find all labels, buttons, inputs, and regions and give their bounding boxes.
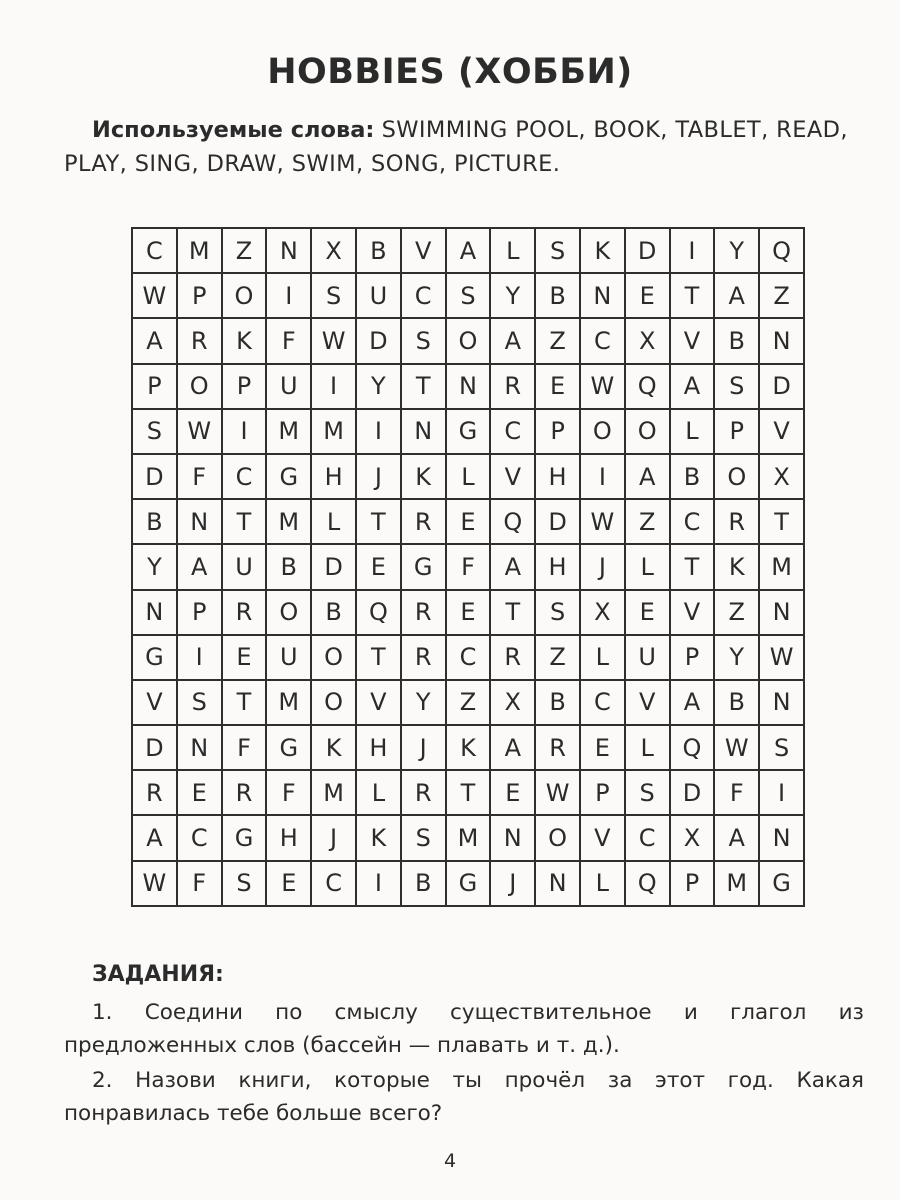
grid-cell: R: [491, 365, 536, 410]
grid-cell: M: [447, 816, 492, 861]
grid-cell: S: [133, 410, 178, 455]
grid-cell: P: [178, 274, 223, 319]
grid-cell: K: [581, 229, 626, 274]
grid-cell: R: [536, 726, 581, 771]
grid-cell: J: [402, 726, 447, 771]
grid-cell: C: [178, 816, 223, 861]
grid-cell: Q: [760, 229, 805, 274]
grid-cell: F: [447, 545, 492, 590]
grid-cell: N: [447, 365, 492, 410]
grid-cell: O: [223, 274, 268, 319]
grid-cell: J: [312, 816, 357, 861]
grid-cell: L: [626, 726, 671, 771]
grid-cell: N: [760, 681, 805, 726]
grid-cell: H: [536, 545, 581, 590]
grid-cell: E: [447, 591, 492, 636]
grid-cell: O: [626, 410, 671, 455]
grid-cell: B: [357, 229, 402, 274]
grid-cell: A: [447, 229, 492, 274]
grid-cell: A: [671, 365, 716, 410]
grid-cell: G: [447, 410, 492, 455]
grid-cell: C: [133, 229, 178, 274]
grid-cell: O: [536, 816, 581, 861]
grid-cell: S: [536, 229, 581, 274]
grid-cell: I: [357, 410, 402, 455]
grid-cell: R: [223, 771, 268, 816]
grid-cell: X: [671, 816, 716, 861]
grid-cell: Q: [671, 726, 716, 771]
grid-cell: F: [267, 771, 312, 816]
grid-cell: R: [223, 591, 268, 636]
grid-cell: C: [491, 410, 536, 455]
grid-cell: O: [178, 365, 223, 410]
grid-cell: Y: [715, 636, 760, 681]
grid-cell: D: [760, 365, 805, 410]
grid-cell: Y: [491, 274, 536, 319]
grid-cell: I: [357, 862, 402, 907]
grid-cell: G: [760, 862, 805, 907]
used-words-list: SWIMMING POOL, BOOK, TABLET, READ, PLAY, SING, DRAW, SWIM, SONG, PICTURE.: [64, 117, 848, 177]
grid-cell: X: [491, 681, 536, 726]
grid-cell: O: [715, 455, 760, 500]
grid-cell: W: [760, 636, 805, 681]
grid-cell: L: [491, 229, 536, 274]
grid-cell: S: [760, 726, 805, 771]
grid-cell: X: [581, 591, 626, 636]
grid-cell: E: [447, 500, 492, 545]
grid-cell: C: [312, 862, 357, 907]
grid-cell: B: [536, 681, 581, 726]
grid-cell: B: [536, 274, 581, 319]
grid-cell: D: [312, 545, 357, 590]
grid-cell: R: [402, 591, 447, 636]
grid-cell: D: [671, 771, 716, 816]
grid-cell: A: [626, 455, 671, 500]
grid-cell: G: [223, 816, 268, 861]
grid-cell: O: [312, 681, 357, 726]
grid-cell: H: [536, 455, 581, 500]
grid-cell: P: [581, 771, 626, 816]
grid-cell: T: [357, 636, 402, 681]
grid-cell: K: [715, 545, 760, 590]
grid-cell: C: [671, 500, 716, 545]
grid-cell: K: [357, 816, 402, 861]
grid-cell: R: [402, 500, 447, 545]
grid-cell: T: [402, 365, 447, 410]
grid-cell: M: [267, 500, 312, 545]
grid-cell: C: [581, 681, 626, 726]
grid-cell: M: [178, 229, 223, 274]
grid-cell: I: [223, 410, 268, 455]
grid-cell: M: [312, 410, 357, 455]
grid-cell: C: [447, 636, 492, 681]
grid-cell: A: [715, 816, 760, 861]
grid-cell: W: [581, 500, 626, 545]
grid-cell: R: [491, 636, 536, 681]
grid-cell: N: [760, 319, 805, 364]
grid-cell: B: [267, 545, 312, 590]
grid-cell: T: [223, 500, 268, 545]
grid-cell: B: [312, 591, 357, 636]
tasks-heading: ЗАДАНИЯ:: [92, 962, 224, 987]
grid-cell: Y: [357, 365, 402, 410]
grid-cell: I: [267, 274, 312, 319]
grid-cell: A: [491, 319, 536, 364]
grid-cell: S: [312, 274, 357, 319]
grid-cell: W: [715, 726, 760, 771]
grid-cell: Y: [133, 545, 178, 590]
grid-cell: L: [357, 771, 402, 816]
grid-cell: H: [357, 726, 402, 771]
grid-cell: B: [671, 455, 716, 500]
grid-cell: C: [626, 816, 671, 861]
grid-cell: E: [536, 365, 581, 410]
grid-cell: L: [626, 545, 671, 590]
grid-cell: S: [715, 365, 760, 410]
grid-cell: P: [178, 591, 223, 636]
grid-cell: Y: [402, 681, 447, 726]
grid-cell: N: [178, 500, 223, 545]
grid-cell: G: [402, 545, 447, 590]
grid-cell: Z: [223, 229, 268, 274]
grid-cell: A: [133, 319, 178, 364]
grid-cell: Y: [715, 229, 760, 274]
grid-cell: A: [715, 274, 760, 319]
grid-cell: F: [267, 319, 312, 364]
grid-cell: D: [626, 229, 671, 274]
grid-cell: B: [133, 500, 178, 545]
grid-cell: Z: [536, 636, 581, 681]
grid-cell: I: [671, 229, 716, 274]
grid-cell: H: [267, 816, 312, 861]
grid-cell: B: [715, 681, 760, 726]
grid-cell: I: [581, 455, 626, 500]
grid-cell: Q: [357, 591, 402, 636]
grid-cell: T: [671, 274, 716, 319]
grid-cell: E: [626, 591, 671, 636]
grid-cell: P: [671, 862, 716, 907]
grid-cell: O: [447, 319, 492, 364]
grid-cell: H: [312, 455, 357, 500]
grid-cell: W: [581, 365, 626, 410]
grid-cell: V: [671, 319, 716, 364]
grid-cell: U: [267, 636, 312, 681]
grid-cell: W: [312, 319, 357, 364]
grid-cell: N: [491, 816, 536, 861]
grid-cell: R: [133, 771, 178, 816]
grid-cell: S: [402, 816, 447, 861]
grid-cell: Q: [626, 365, 671, 410]
grid-cell: P: [715, 410, 760, 455]
task-item-2: 2. Назови книги, которые ты прочёл за этот год. Какая понравилась тебе больше всего?: [64, 1068, 864, 1126]
grid-cell: S: [626, 771, 671, 816]
grid-cell: A: [491, 726, 536, 771]
grid-cell: C: [223, 455, 268, 500]
grid-cell: Q: [626, 862, 671, 907]
grid-cell: D: [133, 726, 178, 771]
grid-cell: R: [402, 636, 447, 681]
grid-cell: E: [491, 771, 536, 816]
grid-cell: N: [536, 862, 581, 907]
page-title: HOBBIES (ХОББИ): [267, 52, 633, 92]
grid-cell: C: [581, 319, 626, 364]
grid-cell: V: [581, 816, 626, 861]
grid-cell: U: [357, 274, 402, 319]
grid-cell: Q: [491, 500, 536, 545]
grid-cell: C: [402, 274, 447, 319]
grid-cell: L: [581, 636, 626, 681]
grid-cell: T: [491, 591, 536, 636]
grid-cell: J: [357, 455, 402, 500]
grid-cell: P: [536, 410, 581, 455]
used-words: [64, 113, 864, 181]
grid-cell: G: [133, 636, 178, 681]
grid-cell: T: [357, 500, 402, 545]
used-words-label: Используемые слова:: [92, 117, 375, 143]
grid-cell: E: [581, 726, 626, 771]
grid-cell: E: [267, 862, 312, 907]
grid-cell: S: [402, 319, 447, 364]
grid-cell: G: [267, 455, 312, 500]
grid-cell: N: [267, 229, 312, 274]
grid-cell: O: [267, 591, 312, 636]
grid-cell: O: [581, 410, 626, 455]
grid-cell: J: [491, 862, 536, 907]
grid-cell: U: [267, 365, 312, 410]
grid-cell: I: [178, 636, 223, 681]
grid-cell: Z: [447, 681, 492, 726]
grid-cell: N: [178, 726, 223, 771]
grid-cell: P: [671, 636, 716, 681]
grid-cell: N: [760, 591, 805, 636]
grid-cell: L: [312, 500, 357, 545]
grid-cell: A: [133, 816, 178, 861]
grid-cell: E: [357, 545, 402, 590]
grid-cell: F: [178, 455, 223, 500]
grid-cell: A: [178, 545, 223, 590]
grid-cell: P: [133, 365, 178, 410]
grid-cell: E: [178, 771, 223, 816]
grid-cell: F: [715, 771, 760, 816]
grid-cell: L: [447, 455, 492, 500]
grid-cell: L: [581, 862, 626, 907]
grid-cell: M: [267, 410, 312, 455]
grid-cell: N: [402, 410, 447, 455]
grid-cell: Z: [760, 274, 805, 319]
grid-cell: Z: [715, 591, 760, 636]
grid-cell: M: [267, 681, 312, 726]
grid-cell: U: [626, 636, 671, 681]
grid-cell: V: [133, 681, 178, 726]
grid-cell: P: [223, 365, 268, 410]
grid-cell: O: [312, 636, 357, 681]
grid-cell: Z: [536, 319, 581, 364]
grid-cell: F: [178, 862, 223, 907]
grid-cell: D: [536, 500, 581, 545]
grid-cell: K: [312, 726, 357, 771]
grid-cell: V: [402, 229, 447, 274]
grid-cell: A: [491, 545, 536, 590]
grid-cell: N: [133, 591, 178, 636]
grid-cell: M: [715, 862, 760, 907]
grid-cell: D: [133, 455, 178, 500]
grid-cell: R: [715, 500, 760, 545]
grid-cell: S: [536, 591, 581, 636]
grid-cell: R: [402, 771, 447, 816]
grid-cell: T: [223, 681, 268, 726]
grid-cell: J: [581, 545, 626, 590]
grid-cell: L: [671, 410, 716, 455]
grid-cell: T: [671, 545, 716, 590]
grid-cell: W: [178, 410, 223, 455]
grid-cell: I: [312, 365, 357, 410]
grid-cell: E: [223, 636, 268, 681]
grid-cell: S: [223, 862, 268, 907]
grid-cell: W: [133, 274, 178, 319]
grid-cell: T: [760, 500, 805, 545]
grid-cell: N: [760, 816, 805, 861]
grid-cell: R: [178, 319, 223, 364]
grid-cell: N: [581, 274, 626, 319]
grid-cell: B: [402, 862, 447, 907]
grid-cell: A: [671, 681, 716, 726]
grid-cell: G: [447, 862, 492, 907]
grid-cell: X: [312, 229, 357, 274]
grid-cell: S: [447, 274, 492, 319]
grid-cell: V: [357, 681, 402, 726]
grid-cell: S: [178, 681, 223, 726]
grid-cell: T: [447, 771, 492, 816]
grid-cell: G: [267, 726, 312, 771]
grid-cell: V: [626, 681, 671, 726]
grid-cell: K: [223, 319, 268, 364]
grid-cell: W: [133, 862, 178, 907]
grid-cell: V: [491, 455, 536, 500]
grid-cell: X: [760, 455, 805, 500]
task-item-1: 1. Соедини по смыслу существительное и глагол из предложенных слов (бассейн — плавать и т. д.).: [64, 1000, 864, 1058]
grid-cell: M: [312, 771, 357, 816]
grid-cell: M: [760, 545, 805, 590]
grid-cell: K: [447, 726, 492, 771]
grid-cell: B: [715, 319, 760, 364]
grid-cell: I: [760, 771, 805, 816]
grid-cell: X: [626, 319, 671, 364]
grid-cell: Z: [626, 500, 671, 545]
word-search-grid: [131, 227, 805, 907]
grid-cell: D: [357, 319, 402, 364]
grid-cell: U: [223, 545, 268, 590]
grid-cell: W: [536, 771, 581, 816]
grid-cell: K: [402, 455, 447, 500]
grid-cell: F: [223, 726, 268, 771]
grid-cell: E: [626, 274, 671, 319]
page-number: 4: [443, 1150, 457, 1172]
grid-cell: V: [671, 591, 716, 636]
grid-cell: V: [760, 410, 805, 455]
